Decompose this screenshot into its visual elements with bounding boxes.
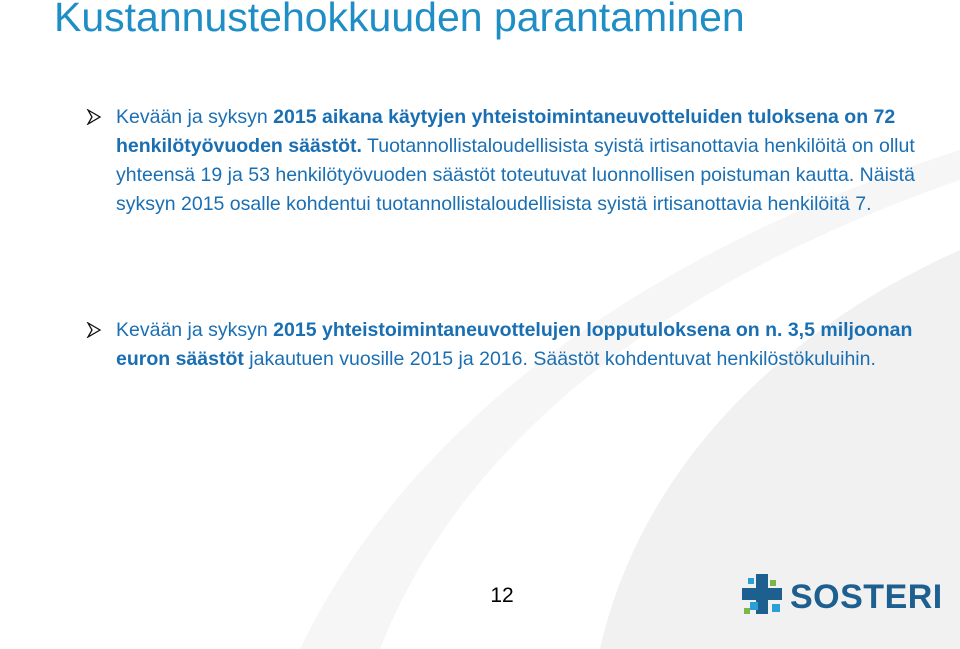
sosteri-logo	[740, 572, 943, 622]
arrow-bullet-icon	[86, 322, 102, 338]
bullet-item-1	[116, 103, 916, 219]
bullet-1-bold: 2015 aikana käytyjen yhteistoimintaneuvotteluiden tuloksena on 72 henkilötyövuoden säästöt.	[116, 106, 896, 157]
page-number: 12	[490, 584, 514, 607]
bullet-item-2	[116, 316, 916, 374]
bullet-2-lead: Kevään ja syksyn	[116, 319, 274, 341]
logo-wordmark: SOSTERI	[790, 578, 943, 616]
bullet-1-text: Tuotannollistaloudellisista syistä irtisanottavia henkilöitä on ollut yhteensä 19 ja 53 henkilötyövuoden säästöt toteutuvat luonnollisen poistuman kautta. Näistä syksyn 2015 osalle kohdentui tuotannollistaloudellisista syistä irtisanottavia henkilöitä 7.	[116, 135, 915, 215]
arrow-bullet-icon	[86, 109, 102, 125]
slide-title: Kustannustehokkuuden parantaminen	[54, 0, 745, 40]
bullet-2-text: jakautuen vuosille 2015 ja 2016. Säästöt kohdentuvat henkilöstökuluihin.	[243, 348, 876, 370]
bullet-1-lead: Kevään ja syksyn	[116, 106, 268, 128]
cross-logo-icon	[740, 572, 786, 620]
bullet-2-bold: 2015 yhteistoimintaneuvottelujen lopputuloksena on n. 3,5 miljoonan euron säästöt	[116, 319, 913, 370]
